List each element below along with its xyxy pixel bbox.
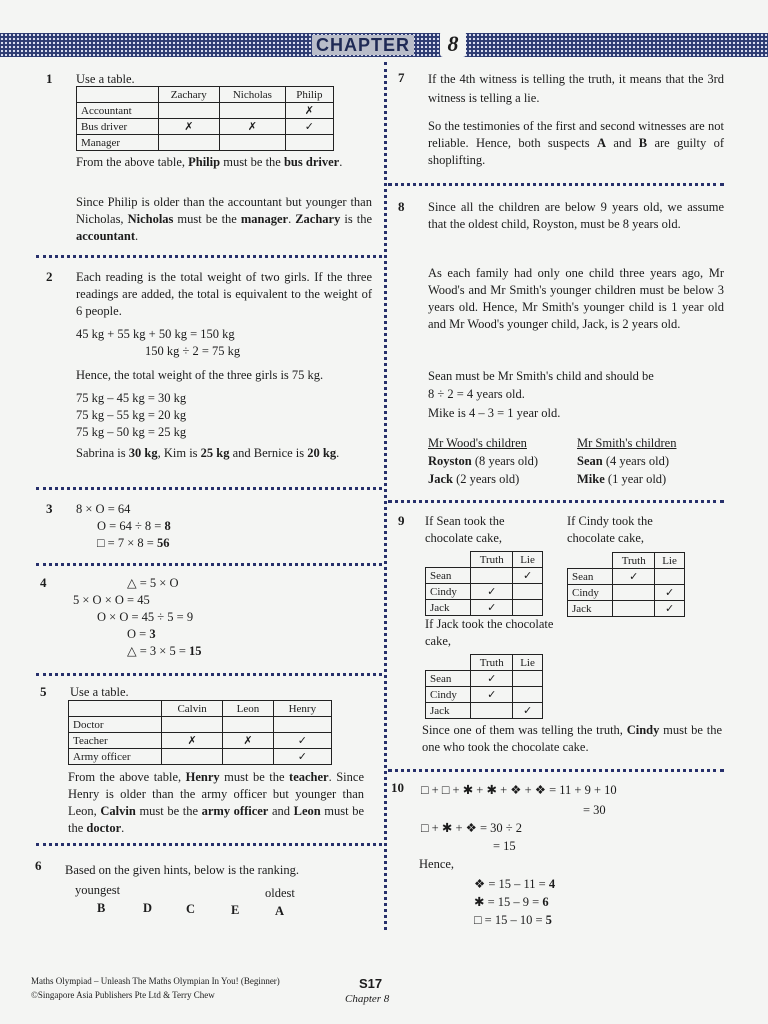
separator — [36, 255, 382, 258]
table-row — [426, 568, 543, 584]
q2-calc: 45 kg + 55 kg + 50 kg = 150 kg — [76, 327, 235, 341]
table-cell — [220, 103, 286, 119]
table-cell — [426, 552, 471, 568]
column-divider — [384, 62, 387, 930]
table-cell — [613, 601, 655, 617]
q8-line: 8 ÷ 2 = 4 years old. — [428, 387, 525, 401]
table-cell: Henry — [273, 701, 331, 717]
table-cell: ✓ — [655, 585, 685, 601]
table-cell: Lie — [655, 553, 685, 569]
table-cell: ✓ — [471, 584, 513, 600]
question-number: 8 — [398, 199, 405, 214]
q8-para-3: Sean must be Mr Smith's child and should be — [428, 369, 654, 383]
wood-heading: Mr Wood's children — [428, 436, 527, 450]
q9-table-sean — [425, 551, 543, 616]
table-row — [69, 701, 332, 717]
table-cell: Jack — [426, 703, 471, 719]
table-row — [77, 119, 334, 135]
table-cell: Cindy — [568, 585, 613, 601]
q10-line: = 15 — [493, 839, 516, 853]
footer-book-title: Maths Olympiad – Unleash The Maths Olympian In You! (Beginner) — [31, 976, 280, 986]
table-cell: Sean — [426, 671, 471, 687]
separator — [388, 769, 724, 772]
table-cell: Sean — [426, 568, 471, 584]
separator — [36, 843, 382, 846]
table-row — [426, 552, 543, 568]
smith-child: Mike (1 year old) — [577, 472, 667, 486]
q9-caption-jack: If Jack took the chocolate cake, — [425, 617, 554, 648]
q1-intro: Use a table. — [76, 72, 135, 86]
table-cell: Army officer — [69, 749, 162, 765]
table-cell: Cindy — [426, 584, 471, 600]
question-number: 3 — [46, 501, 53, 516]
table-cell — [513, 687, 543, 703]
q9-caption-cindy: If Cindy took the chocolate cake, — [567, 514, 653, 545]
table-cell — [568, 553, 613, 569]
table-cell: ✓ — [273, 733, 331, 749]
table-cell — [69, 701, 162, 717]
chapter-number: 8 — [440, 31, 466, 57]
table-cell: Leon — [223, 701, 273, 717]
footer-copyright: ©Singapore Asia Publishers Pte Ltd & Terry Chew — [31, 990, 215, 1000]
table-cell: Calvin — [162, 701, 223, 717]
q4-line: O = 3 — [127, 627, 156, 641]
q10-result: □ = 15 – 10 = 5 — [474, 913, 552, 927]
table-cell: ✓ — [471, 600, 513, 616]
table-cell — [158, 103, 220, 119]
q7-para-2: So the testimonies of the first and second witnesses are not reliable. Hence, both suspects A and B are guilty of shoplifting. — [428, 119, 724, 167]
smith-child: Sean (4 years old) — [577, 454, 670, 468]
separator — [36, 673, 382, 676]
q4-line: 5 × O × O = 45 — [73, 593, 150, 607]
page-number: S17 — [359, 976, 383, 991]
table-cell: Jack — [568, 601, 613, 617]
table-cell: ✓ — [513, 703, 543, 719]
table-cell — [273, 717, 331, 733]
chapter-label: CHAPTER — [312, 35, 414, 55]
question-number: 1 — [46, 71, 53, 86]
table-row — [568, 585, 685, 601]
table-cell: Zachary — [158, 87, 220, 103]
table-cell — [162, 749, 223, 765]
question-number: 7 — [398, 70, 405, 85]
table-cell — [220, 135, 286, 151]
q1-para-2: Since Philip is older than the accountant but younger than Nicholas, Nicholas must be the manager. Zachary is the accountant. — [76, 195, 372, 243]
q2-answer: Sabrina is 30 kg, Kim is 25 kg and Bernice is 20 kg. — [76, 446, 340, 460]
q2-intro: Each reading is the total weight of two girls. If the three readings are added, the total is equivalent to the weight of 6 people. — [76, 270, 372, 318]
q10-line: □ + ✱ + ❖ = 30 ÷ 2 — [421, 821, 522, 835]
table-row — [69, 749, 332, 765]
table-cell — [285, 135, 333, 151]
table-cell: Truth — [613, 553, 655, 569]
table-cell — [77, 87, 159, 103]
table-cell: Manager — [77, 135, 159, 151]
question-number: 6 — [35, 858, 42, 873]
rank-item: E — [231, 903, 240, 917]
q3-line: 8 × O = 64 — [76, 502, 131, 516]
q8-line: Mike is 4 – 3 = 1 year old. — [428, 406, 561, 420]
table-cell: ✓ — [471, 687, 513, 703]
table-cell: Truth — [471, 655, 513, 671]
separator — [36, 563, 382, 566]
question-number: 9 — [398, 513, 405, 528]
table-row — [426, 703, 543, 719]
q3-line: □ = 7 × 8 = 56 — [97, 536, 170, 550]
table-cell: Teacher — [69, 733, 162, 749]
q2-calc: 75 kg – 45 kg = 30 kg — [76, 391, 187, 405]
table-cell — [223, 749, 273, 765]
table-row — [426, 655, 543, 671]
rank-item: D — [143, 901, 153, 915]
q5-answer: From the above table, Henry must be the teacher. Since Henry is older than the army officer but younger than Leon, Calvin must be the army officer and Leon must be the doctor. — [68, 770, 364, 835]
separator — [388, 500, 724, 503]
table-row — [568, 553, 685, 569]
footer-chapter: Chapter 8 — [345, 993, 390, 1005]
table-row — [69, 717, 332, 733]
table-cell: ✗ — [158, 119, 220, 135]
wood-child: Royston (8 years old) — [428, 454, 539, 468]
table-cell — [158, 135, 220, 151]
table-cell: Cindy — [426, 687, 471, 703]
q10-result: ❖ = 15 – 11 = 4 — [474, 877, 556, 891]
q1-para-1: From the above table, Philip must be the bus driver. — [76, 155, 343, 169]
q9-answer: Since one of them was telling the truth, Cindy must be the one who took the chocolate cake. — [422, 723, 722, 754]
table-cell — [471, 703, 513, 719]
q9-caption-sean: If Sean took the chocolate cake, — [425, 514, 505, 545]
table-cell: Sean — [568, 569, 613, 585]
question-number: 2 — [46, 269, 53, 284]
table-row — [69, 733, 332, 749]
table-cell: ✓ — [273, 749, 331, 765]
question-number: 5 — [40, 684, 47, 699]
q2-calc: 75 kg – 55 kg = 20 kg — [76, 408, 187, 422]
table-cell: Lie — [513, 655, 543, 671]
question-number: 10 — [391, 780, 404, 795]
q2-calc: 150 kg ÷ 2 = 75 kg — [145, 344, 241, 358]
q10-result: ✱ = 15 – 9 = 6 — [474, 895, 549, 909]
table-cell: ✓ — [285, 119, 333, 135]
table-row — [426, 687, 543, 703]
q3-line: O = 64 ÷ 8 = 8 — [97, 519, 171, 533]
table-row — [426, 600, 543, 616]
table-row — [568, 601, 685, 617]
table-cell: ✗ — [223, 733, 273, 749]
table-cell: ✓ — [471, 671, 513, 687]
table-cell — [223, 717, 273, 733]
smith-heading: Mr Smith's children — [577, 436, 677, 450]
table-cell: Jack — [426, 600, 471, 616]
table-cell: Truth — [471, 552, 513, 568]
separator — [388, 183, 724, 186]
q6-intro: Based on the given hints, below is the ranking. — [65, 863, 299, 877]
q7-para-1: If the 4th witness is telling the truth, it means that the 3rd witness is telling a lie. — [428, 72, 724, 105]
table-cell: Bus driver — [77, 119, 159, 135]
q2-mid: Hence, the total weight of the three girls is 75 kg. — [76, 368, 324, 382]
table-row — [77, 135, 334, 151]
table-cell: ✓ — [513, 568, 543, 584]
table-cell — [513, 600, 543, 616]
q8-para-2: As each family had only one child three years ago, Mr Wood's and Mr Smith's younger children must be below 3 years old. Hence, Mr Smith's younger child is 1 year old and Mr Wood's younger child, Jack, is 2 years old. — [428, 266, 724, 331]
table-row — [426, 584, 543, 600]
q10-line: □ + □ + ✱ + ✱ + ❖ + ❖ = 11 + 9 + 10 — [421, 783, 617, 797]
rank-item: B — [97, 901, 106, 915]
q9-table-cindy — [567, 552, 685, 617]
wood-child: Jack (2 years old) — [428, 472, 520, 486]
rank-item: C — [186, 902, 196, 916]
table-cell: ✗ — [220, 119, 286, 135]
q6-oldest: oldest — [265, 886, 295, 900]
question-number: 4 — [40, 575, 47, 590]
q1-table — [76, 86, 334, 151]
table-row — [426, 671, 543, 687]
table-cell: Philip — [285, 87, 333, 103]
q5-intro: Use a table. — [70, 685, 129, 699]
table-cell — [613, 585, 655, 601]
q10-line: = 30 — [583, 803, 606, 817]
table-row — [77, 87, 334, 103]
q10-hence: Hence, — [419, 857, 455, 871]
q2-calc: 75 kg – 50 kg = 25 kg — [76, 425, 187, 439]
table-cell: ✗ — [162, 733, 223, 749]
table-row — [77, 103, 334, 119]
table-cell — [426, 655, 471, 671]
q5-table — [68, 700, 332, 765]
table-cell — [513, 584, 543, 600]
table-cell — [162, 717, 223, 733]
q4-line: O × O = 45 ÷ 5 = 9 — [97, 610, 194, 624]
q6-youngest: youngest — [75, 883, 121, 897]
table-cell: ✓ — [613, 569, 655, 585]
table-cell: Lie — [513, 552, 543, 568]
q9-table-jack — [425, 654, 543, 719]
q8-para-1: Since all the children are below 9 years old, we assume that the oldest child, Royston, must be 8 years old. — [428, 200, 724, 231]
table-cell: Accountant — [77, 103, 159, 119]
q4-line: △ = 3 × 5 = 15 — [127, 644, 202, 658]
rank-item: A — [275, 904, 285, 918]
q4-line: △ = 5 × O — [127, 576, 179, 590]
table-cell: Nicholas — [220, 87, 286, 103]
separator — [36, 487, 382, 490]
table-cell — [471, 568, 513, 584]
table-cell: ✗ — [285, 103, 333, 119]
table-cell — [655, 569, 685, 585]
table-cell: Doctor — [69, 717, 162, 733]
table-cell — [513, 671, 543, 687]
table-cell: ✓ — [655, 601, 685, 617]
table-row — [568, 569, 685, 585]
